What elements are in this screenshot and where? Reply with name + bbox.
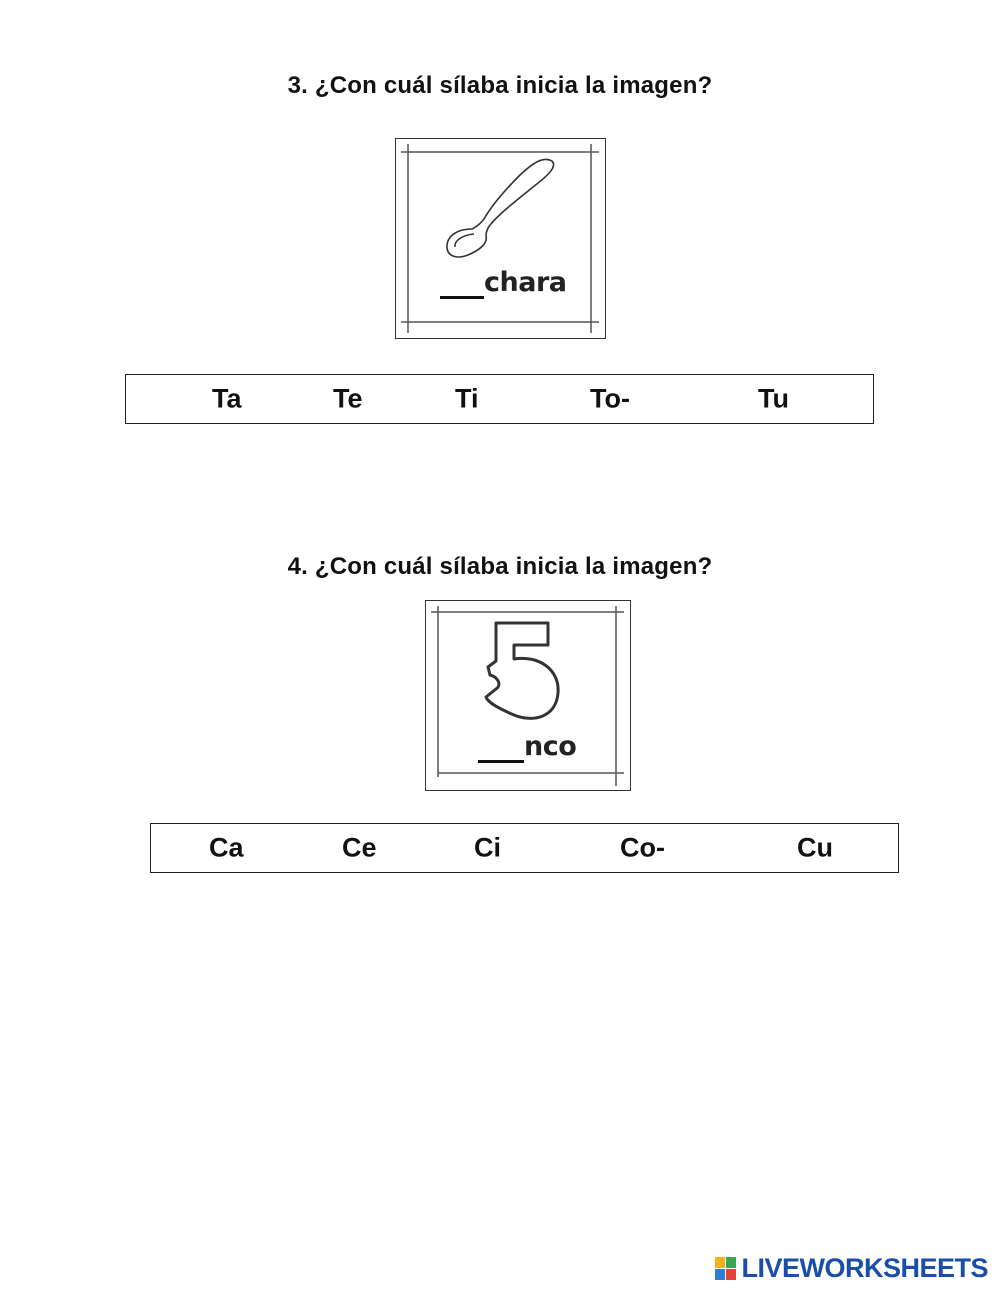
number-five-icon: [426, 601, 632, 792]
question-3-options: [125, 374, 874, 424]
liveworksheets-logo: [715, 1253, 988, 1284]
option-te[interactable]: Te: [333, 383, 363, 414]
question-3-image-card: [395, 138, 606, 339]
word-fragment: nco: [524, 731, 577, 762]
word-fragment: chara: [484, 267, 567, 298]
option-ca[interactable]: Ca: [209, 832, 244, 863]
liveworksheets-brand: LIVEWORKSHEETS: [741, 1253, 988, 1283]
question-4-options: [150, 823, 899, 873]
spoon-icon: [396, 139, 607, 340]
question-4-title: 4. ¿Con cuál sílaba inicia la imagen?: [287, 553, 713, 580]
option-tu[interactable]: Tu: [758, 383, 789, 414]
blank-line: [440, 296, 484, 299]
option-co[interactable]: Co-: [620, 832, 665, 863]
blank-line: [478, 760, 524, 763]
option-ce[interactable]: Ce: [342, 832, 377, 863]
option-ta[interactable]: Ta: [212, 383, 242, 414]
option-ci[interactable]: Ci: [474, 832, 501, 863]
question-3-title: 3. ¿Con cuál sílaba inicia la imagen?: [287, 72, 713, 99]
question-4-image-card: [425, 600, 631, 791]
liveworksheets-mark-icon: [715, 1257, 737, 1281]
option-cu[interactable]: Cu: [797, 832, 833, 863]
option-to[interactable]: To-: [590, 383, 630, 414]
option-ti[interactable]: Ti: [455, 383, 479, 414]
